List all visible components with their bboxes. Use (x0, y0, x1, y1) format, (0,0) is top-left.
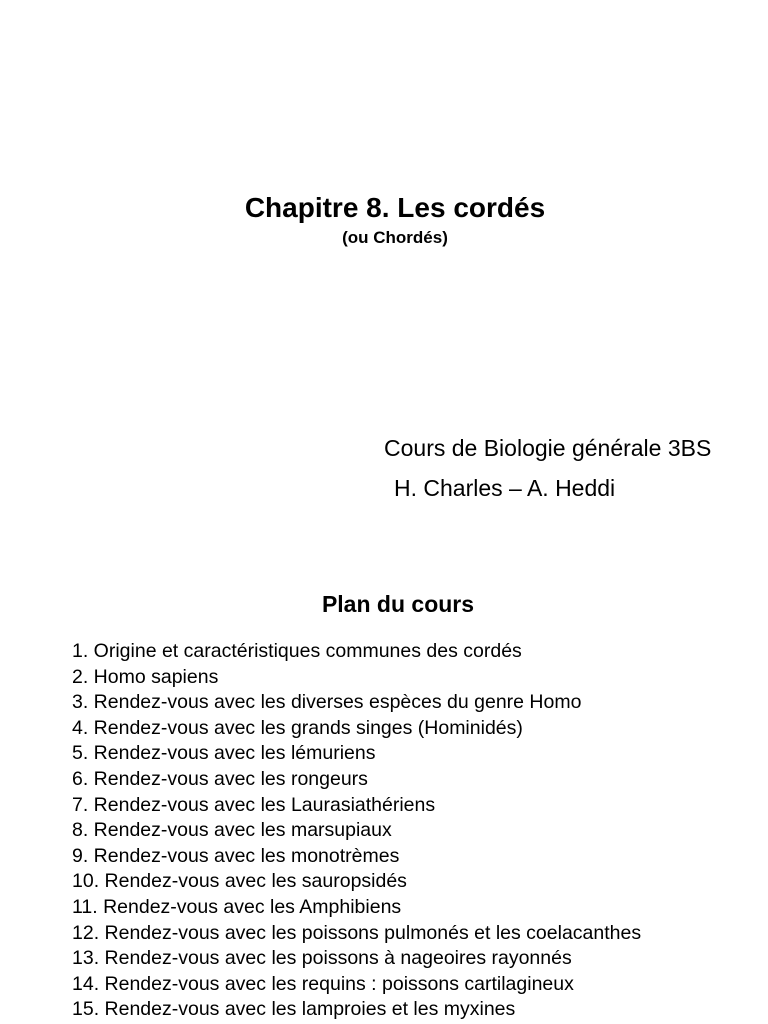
plan-item: 11. Rendez-vous avec les Amphibiens (72, 895, 402, 918)
plan-item: 10. Rendez-vous avec les sauropsidés (72, 870, 407, 893)
plan-item: 14. Rendez-vous avec les requins : poissons cartilagineux (72, 972, 574, 995)
course-name: Cours de Biologie générale 3BS (384, 435, 712, 461)
plan-item: 12. Rendez-vous avec les poissons pulmonés et les coelacanthes (72, 921, 642, 944)
chapter-subtitle: (ou Chordés) (342, 228, 448, 247)
plan-item: 2. Homo sapiens (72, 665, 219, 688)
plan-item: 5. Rendez-vous avec les lémuriens (72, 742, 376, 765)
plan-item: 3. Rendez-vous avec les diverses espèces du genre Homo (72, 691, 582, 714)
chapter-title: Chapitre 8. Les cordés (244, 192, 546, 223)
plan-item: 7. Rendez-vous avec les Laurasiathériens (72, 793, 436, 816)
plan-item: 4. Rendez-vous avec les grands singes (Hominidés) (72, 716, 523, 739)
plan-item: 13. Rendez-vous avec les poissons à nageoires rayonnés (72, 947, 572, 970)
course-authors: H. Charles – A. Heddi (394, 475, 616, 501)
plan-item: 6. Rendez-vous avec les rongeurs (72, 767, 368, 790)
plan-item: 9. Rendez-vous avec les monotrèmes (72, 844, 400, 867)
plan-list (72, 639, 641, 1023)
plan-item: 15. Rendez-vous avec les lamproies et les myxines (72, 998, 516, 1021)
plan-item: 1. Origine et caractéristiques communes des cordés (72, 640, 522, 662)
plan-heading: Plan du cours (321, 591, 475, 617)
plan-item: 8. Rendez-vous avec les marsupiaux (72, 819, 392, 842)
